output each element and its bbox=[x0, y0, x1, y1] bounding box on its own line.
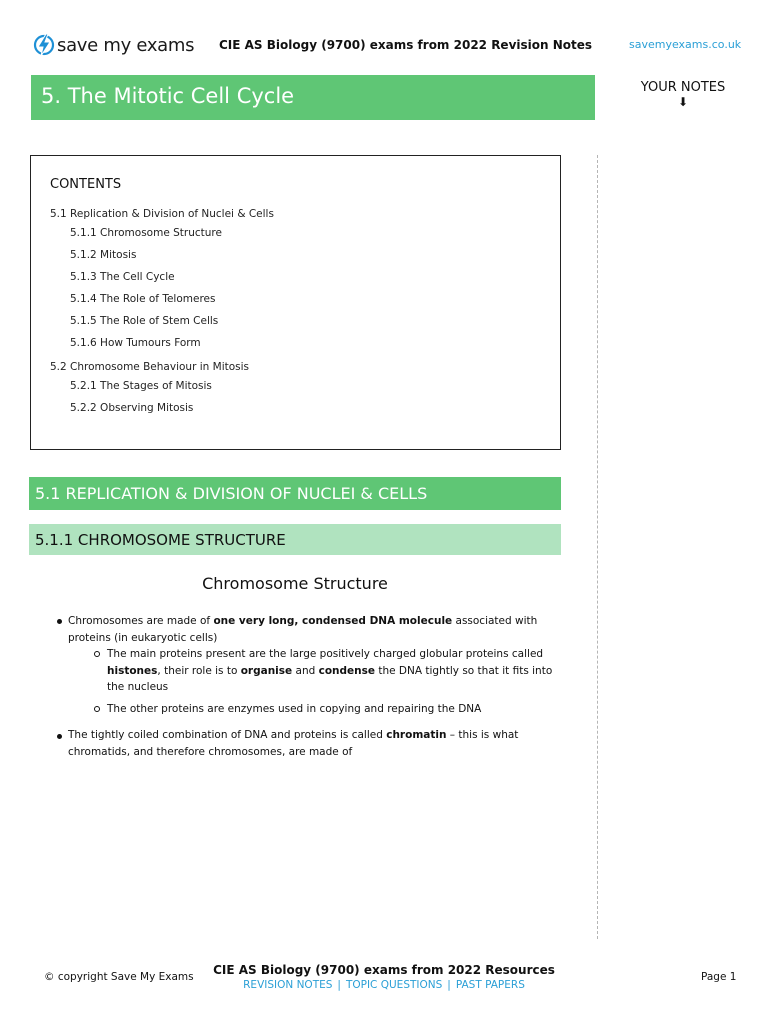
bullet-ring-icon bbox=[94, 651, 100, 657]
bullet-dot-icon bbox=[57, 734, 62, 739]
toc-item[interactable]: 5.2.2 Observing Mitosis bbox=[70, 402, 194, 414]
bold-term: one very long, condensed DNA molecule bbox=[213, 615, 453, 627]
text-segment: proteins (in eukaryotic cells) bbox=[68, 631, 218, 644]
chapter-banner bbox=[31, 75, 595, 120]
toc-item[interactable]: 5.2.1 The Stages of Mitosis bbox=[70, 380, 212, 392]
topic-heading: Chromosome Structure bbox=[202, 574, 388, 593]
past-papers-link[interactable]: PAST PAPERS bbox=[455, 979, 525, 991]
text-segment: and bbox=[292, 664, 319, 677]
subsection-banner bbox=[29, 524, 561, 555]
revision-notes-link[interactable]: REVISION NOTES bbox=[243, 979, 333, 991]
page-number: Page 1 bbox=[701, 971, 737, 983]
text-segment: associated with bbox=[452, 615, 538, 627]
toc-item[interactable]: 5.1.3 The Cell Cycle bbox=[70, 271, 175, 283]
section-title: 5.1 REPLICATION & DIVISION OF NUCLEI & CELLS bbox=[35, 484, 428, 503]
bullet-text bbox=[68, 613, 537, 646]
footer-title: CIE AS Biology (9700) exams from 2022 Resources bbox=[213, 963, 555, 977]
text-segment: chromatids, and therefore chromosomes, are made of bbox=[68, 745, 353, 758]
link-separator: | bbox=[337, 979, 341, 991]
contents-box bbox=[30, 155, 561, 450]
toc-item[interactable]: 5.1.1 Chromosome Structure bbox=[70, 227, 222, 239]
sub-bullet-text bbox=[107, 646, 552, 696]
toc-item[interactable]: 5.1 Replication & Division of Nuclei & Cells bbox=[50, 208, 274, 220]
header-title: CIE AS Biology (9700) exams from 2022 Revision Notes bbox=[219, 38, 593, 52]
text-segment: The main proteins present are the large positively charged globular proteins called bbox=[107, 648, 544, 660]
sub-bullet-text bbox=[107, 701, 481, 718]
topic-questions-link[interactable]: TOPIC QUESTIONS bbox=[345, 979, 443, 991]
text-segment: , their role is to bbox=[157, 664, 241, 677]
text-segment: The tightly coiled combination of DNA and proteins is called bbox=[68, 729, 387, 741]
text-segment: – this is what bbox=[446, 729, 519, 741]
logo-text: save my exams bbox=[57, 34, 195, 56]
section-banner bbox=[29, 477, 561, 510]
bold-term: organise bbox=[240, 664, 293, 677]
text-segment: the DNA tightly so that it fits into bbox=[375, 664, 553, 677]
toc-item[interactable]: 5.1.5 The Role of Stem Cells bbox=[70, 315, 219, 327]
contents-heading: CONTENTS bbox=[50, 177, 122, 192]
copyright-text: © copyright Save My Exams bbox=[44, 971, 194, 983]
link-separator: | bbox=[447, 979, 451, 991]
logo[interactable] bbox=[33, 33, 194, 57]
toc-item[interactable]: 5.1.4 The Role of Telomeres bbox=[70, 293, 216, 305]
text-segment: Chromosomes are made of bbox=[68, 615, 214, 627]
toc-item[interactable]: 5.1.2 Mitosis bbox=[70, 249, 137, 261]
bold-term: chromatin bbox=[386, 729, 447, 741]
bullet-dot-icon bbox=[57, 619, 62, 624]
text-segment: the nucleus bbox=[107, 681, 169, 693]
toc-item[interactable]: 5.1.6 How Tumours Form bbox=[70, 337, 201, 349]
bold-term: histones bbox=[107, 664, 158, 677]
subsection-title: 5.1.1 CHROMOSOME STRUCTURE bbox=[35, 531, 286, 549]
bullet-ring-icon bbox=[94, 706, 100, 712]
bold-term: condense bbox=[318, 664, 376, 677]
down-arrow-icon: ⬇ bbox=[677, 95, 689, 109]
text-segment: The other proteins are enzymes used in copying and repairing the DNA bbox=[107, 703, 482, 715]
lightning-bolt-icon bbox=[33, 33, 55, 57]
your-notes-label bbox=[628, 80, 738, 108]
your-notes-text: YOUR NOTES bbox=[640, 80, 726, 95]
toc-item[interactable]: 5.2 Chromosome Behaviour in Mitosis bbox=[50, 361, 250, 373]
site-link[interactable]: savemyexams.co.uk bbox=[629, 38, 742, 51]
bullet-text bbox=[68, 727, 518, 760]
footer-links bbox=[0, 979, 768, 991]
notes-divider bbox=[597, 155, 598, 939]
chapter-title: 5. The Mitotic Cell Cycle bbox=[41, 84, 295, 108]
